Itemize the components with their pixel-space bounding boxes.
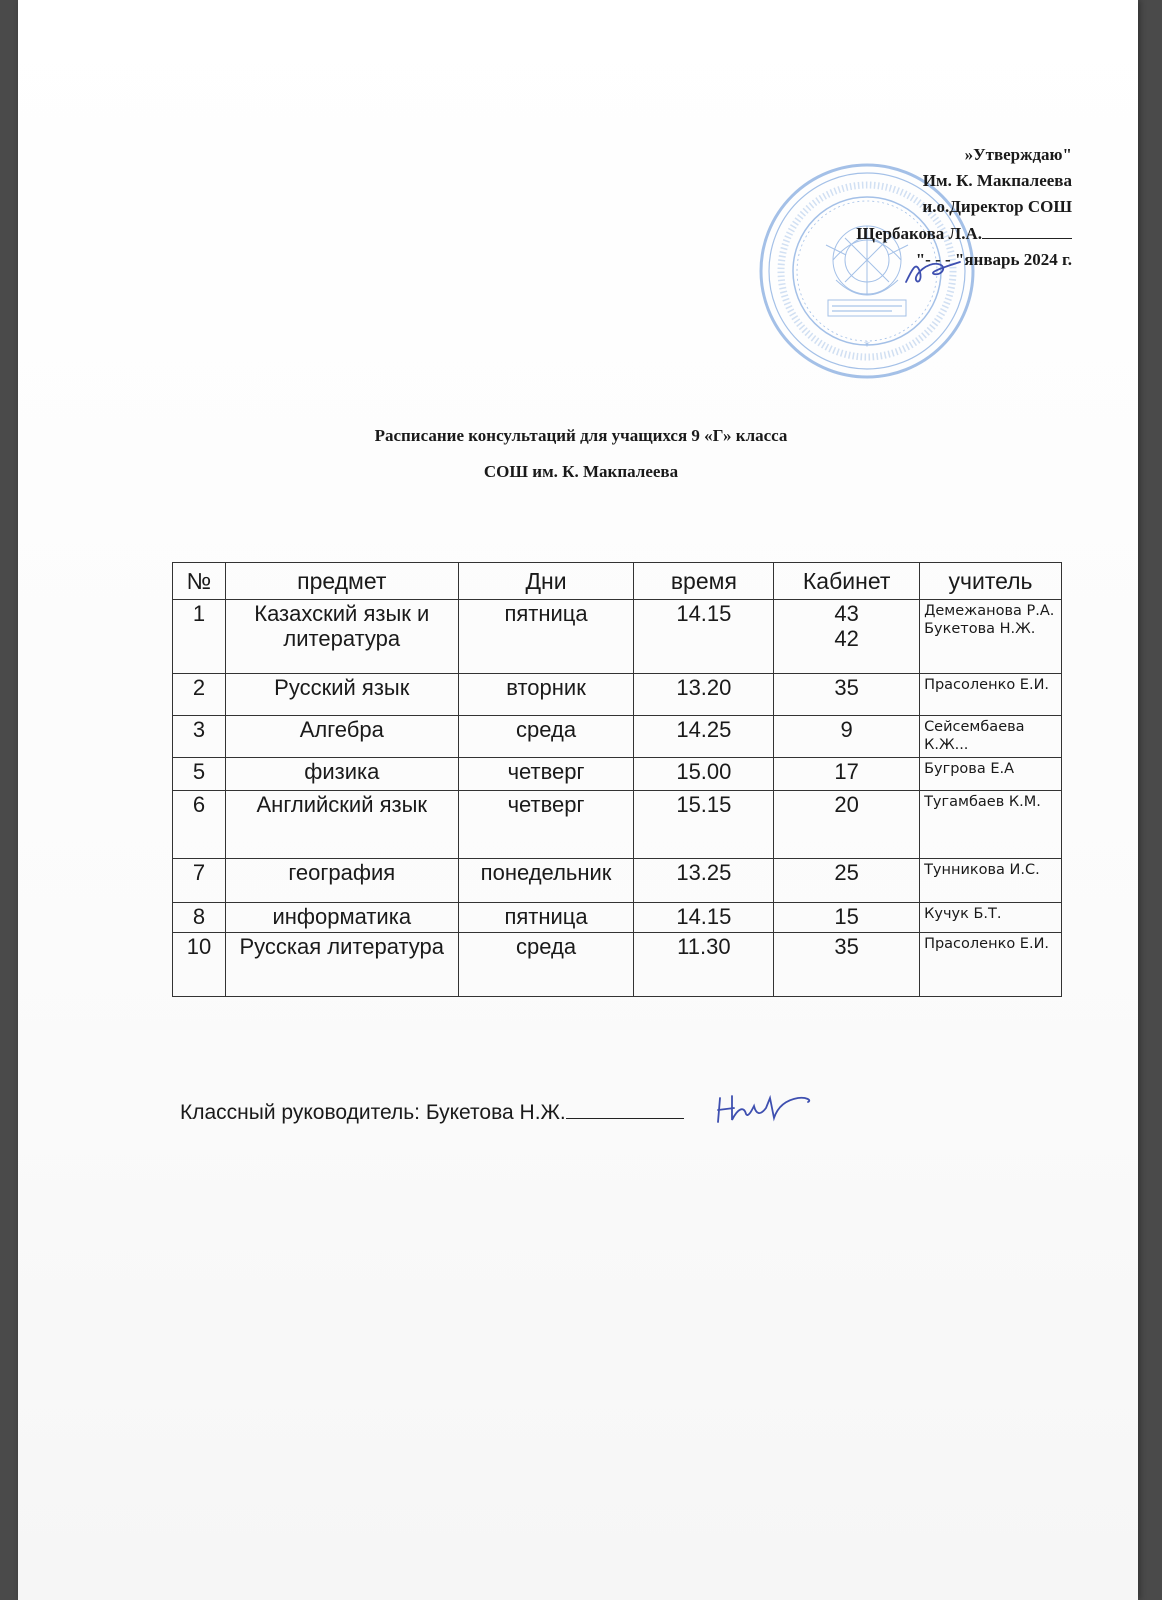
row-teacher: Прасоленко Е.И. bbox=[920, 674, 1062, 716]
row-subject: физика bbox=[225, 758, 458, 791]
room-value: 42 bbox=[834, 626, 859, 651]
table-row bbox=[173, 600, 1062, 674]
header-teacher: учитель bbox=[920, 563, 1062, 600]
row-time: 13.20 bbox=[634, 674, 774, 716]
row-day: пятница bbox=[458, 903, 634, 933]
row-room: 9 bbox=[774, 716, 920, 758]
table-row bbox=[173, 758, 1062, 791]
header-days: Дни bbox=[458, 563, 634, 600]
class-teacher-label: Классный руководитель: Букетова Н.Ж. bbox=[180, 1101, 566, 1124]
document-subtitle: СОШ им. К. Макпалеева bbox=[483, 462, 679, 481]
class-teacher-line bbox=[180, 1098, 684, 1125]
row-number: 7 bbox=[173, 859, 226, 903]
row-teacher: Прасоленко Е.И. bbox=[920, 933, 1062, 997]
row-number: 3 bbox=[173, 716, 226, 758]
signature-line bbox=[566, 1098, 684, 1119]
row-day: среда bbox=[458, 716, 634, 758]
document-title: Расписание консультаций для учащихся 9 «Г» класса bbox=[374, 426, 788, 445]
row-teacher: Сейсембаева К.Ж... bbox=[920, 716, 1062, 758]
table-row bbox=[173, 791, 1062, 859]
row-number: 1 bbox=[173, 600, 226, 674]
row-number: 5 bbox=[173, 758, 226, 791]
header-room: Кабинет bbox=[774, 563, 920, 600]
table-header-row bbox=[173, 563, 1062, 600]
header-time: время bbox=[634, 563, 774, 600]
row-day: понедельник bbox=[458, 859, 634, 903]
table-row bbox=[173, 674, 1062, 716]
svg-text:*: * bbox=[864, 339, 870, 353]
row-time: 11.30 bbox=[634, 933, 774, 997]
header-subject: предмет bbox=[225, 563, 458, 600]
row-time: 15.00 bbox=[634, 758, 774, 791]
row-day: среда bbox=[458, 933, 634, 997]
approval-position: и.о.Директор СОШ bbox=[922, 197, 1072, 216]
row-day: вторник bbox=[458, 674, 634, 716]
row-room: 17 bbox=[774, 758, 920, 791]
row-room bbox=[774, 600, 920, 674]
row-room: 25 bbox=[774, 859, 920, 903]
director-signature bbox=[898, 250, 968, 290]
room-value: 43 bbox=[834, 601, 859, 626]
row-day: пятница bbox=[458, 600, 634, 674]
row-subject: Английский язык bbox=[225, 791, 458, 859]
table-row bbox=[173, 716, 1062, 758]
teacher-name: Демежанова Р.А. bbox=[924, 603, 1055, 619]
signature-line bbox=[982, 220, 1072, 239]
row-time: 13.25 bbox=[634, 859, 774, 903]
teacher-name: Букетова Н.Ж. bbox=[924, 621, 1036, 637]
row-subject: Русская литература bbox=[225, 933, 458, 997]
teacher-signature bbox=[708, 1088, 818, 1128]
row-room: 35 bbox=[774, 933, 920, 997]
row-number: 10 bbox=[173, 933, 226, 997]
row-time: 14.25 bbox=[634, 716, 774, 758]
row-subject: Алгебра bbox=[225, 716, 458, 758]
row-teacher: Тунникова И.С. bbox=[920, 859, 1062, 903]
row-teacher: Кучук Б.Т. bbox=[920, 903, 1062, 933]
row-subject: Казахский язык и литература bbox=[225, 600, 458, 674]
row-teacher: Тугамбаев К.М. bbox=[920, 791, 1062, 859]
approval-school-name: Им. К. Макпалеева bbox=[922, 171, 1072, 190]
row-number: 2 bbox=[173, 674, 226, 716]
table-row bbox=[173, 859, 1062, 903]
row-number: 8 bbox=[173, 903, 226, 933]
row-day: четверг bbox=[458, 791, 634, 859]
row-subject: география bbox=[225, 859, 458, 903]
row-room: 15 bbox=[774, 903, 920, 933]
approval-date: "- - - "январь 2024 г. bbox=[915, 250, 1072, 269]
consultation-schedule-table bbox=[172, 562, 1062, 997]
row-number: 6 bbox=[173, 791, 226, 859]
row-teacher bbox=[920, 600, 1062, 674]
row-subject: Русский язык bbox=[225, 674, 458, 716]
row-day: четверг bbox=[458, 758, 634, 791]
row-time: 14.15 bbox=[634, 600, 774, 674]
approval-director-line bbox=[856, 220, 1072, 247]
row-room: 20 bbox=[774, 791, 920, 859]
approval-director-name: Щербакова Л.А. bbox=[856, 224, 982, 243]
row-subject: информатика bbox=[225, 903, 458, 933]
header-number: № bbox=[173, 563, 226, 600]
row-room: 35 bbox=[774, 674, 920, 716]
table-row bbox=[173, 933, 1062, 997]
table-row bbox=[173, 903, 1062, 933]
row-time: 15.15 bbox=[634, 791, 774, 859]
approval-heading: »Утверждаю" bbox=[964, 145, 1072, 164]
row-teacher: Бугрова Е.А bbox=[920, 758, 1062, 791]
row-time: 14.15 bbox=[634, 903, 774, 933]
